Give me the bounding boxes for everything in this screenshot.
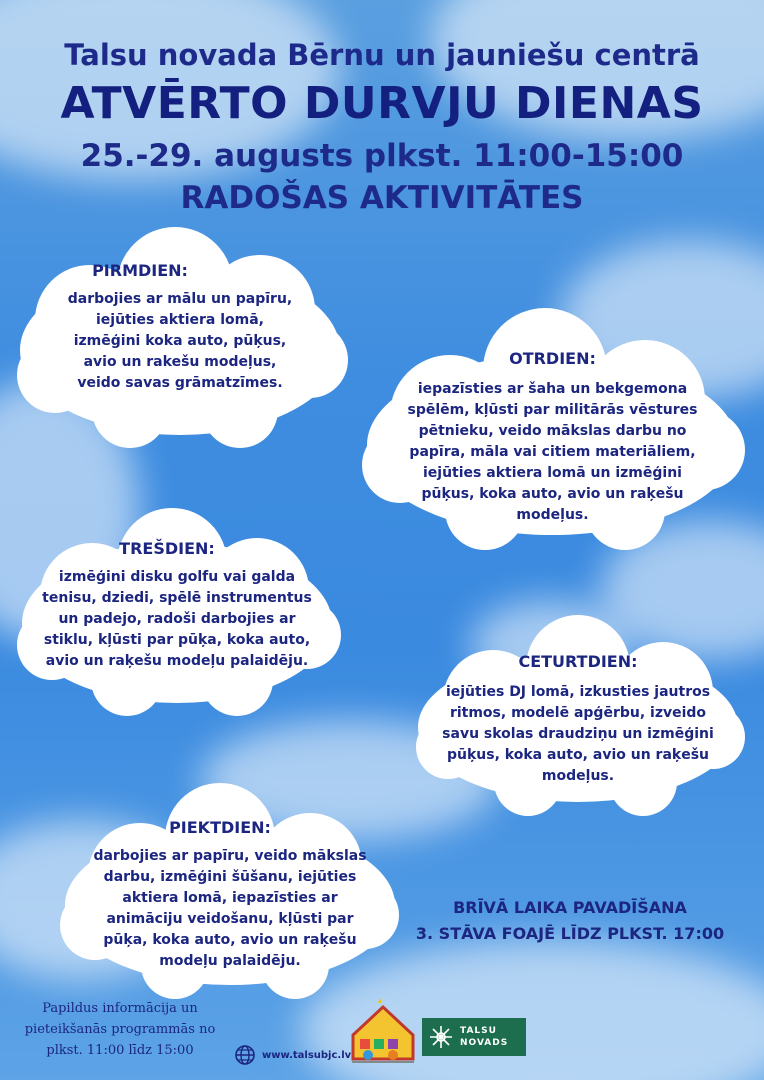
free-time-line1: BRĪVĀ LAIKA PAVADĪŠANA — [453, 898, 687, 917]
snowflake-icon — [428, 1024, 454, 1050]
cloud-tuesday — [355, 305, 750, 555]
day-title-friday: PIEKTDIEN: — [169, 818, 271, 837]
day-title-wednesday: TREŠDIEN: — [119, 539, 215, 558]
center-name: Talsu novada Bērnu un jauniešu centrā — [64, 38, 700, 72]
day-text-tuesday: iepazīsties ar šaha un bekgemona spēlēm, kļūsti par militārās vēstures pētnieku, veido mākslas darbu no papīra, māla vai citiem materiāliem, iejūties aktiera lomā un izmēģini pūķus, koka auto, avio un raķešu modeļus. — [407, 381, 698, 523]
day-text-thursday: iejūties DJ lomā, izkusties jautros ritmos, modelē apģērbu, izveido savu skolas draudziņu un izmēģini pūķus, koka auto, avio un raķešu modeļus. — [442, 684, 714, 784]
website-link[interactable] — [234, 1044, 351, 1066]
talsu-novads-logo — [422, 1018, 526, 1056]
globe-icon — [234, 1044, 256, 1066]
day-text-friday: darbojies ar papīru, veido mākslas darbu, izmēģini šūšanu, iejūties aktiera lomā, iepazīsties ar animāciju veidošanu, kļūsti par pūķa, koka auto, avio un raķešu modeļu palaidēju. — [93, 848, 367, 969]
section-title: RADOŠAS AKTIVITĀTES — [180, 180, 584, 216]
page-title: ATVĒRTO DURVJU DIENAS — [60, 78, 704, 129]
day-title-thursday: CETURTDIEN: — [518, 652, 638, 671]
website-text: www.talsubjc.lv — [262, 1049, 352, 1061]
cloud-friday — [55, 780, 405, 1000]
cloud-thursday — [408, 612, 748, 817]
logo-text-1: TALSU — [460, 1026, 497, 1036]
bjc-logo — [348, 995, 418, 1070]
cloud-monday — [10, 225, 350, 455]
day-text-monday: darbojies ar mālu un papīru, iejūties aktiera lomā, izmēģini koka auto, pūķus, avio un rakešu modeļus, veido savas grāmatzīmes. — [67, 291, 293, 391]
day-title-tuesday: OTRDIEN: — [509, 349, 596, 368]
day-text-wednesday: izmēģini disku golfu vai galda tenisu, dziedi, spēlē instrumentus un padejo, radoši darbojies ar stiklu, kļūsti par pūķa, koka auto, avio un raķešu modeļu palaidēju. — [42, 569, 312, 669]
free-time-line2: 3. STĀVA FOAJĒ LĪDZ PLKST. 17:00 — [415, 924, 725, 943]
logo-text-2: NOVADS — [460, 1038, 509, 1048]
footer-note: Papildus informācija un pieteikšanās programmās no plkst. 11:00 līdz 15:00 — [24, 1001, 216, 1058]
free-time-info — [400, 895, 740, 947]
day-title-monday: PIRMDIEN: — [92, 261, 188, 280]
event-dates: 25.-29. augusts plkst. 11:00-15:00 — [80, 138, 684, 174]
cloud-wednesday — [12, 505, 342, 720]
